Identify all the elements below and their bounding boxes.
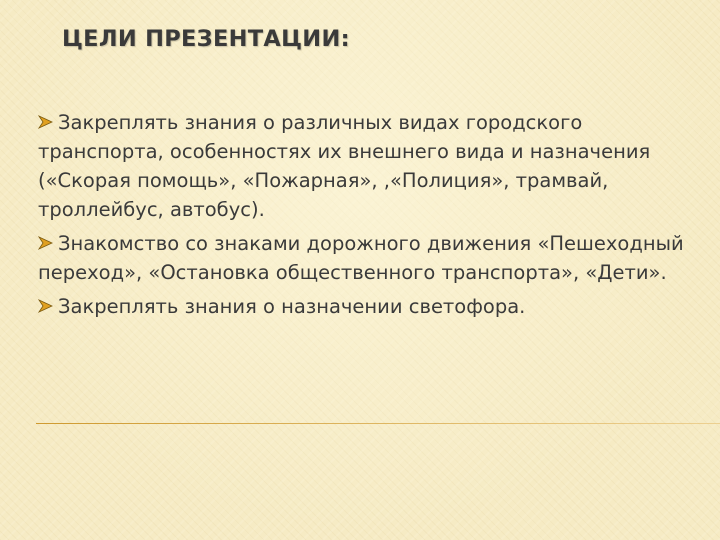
list-item xyxy=(38,108,693,224)
list-item xyxy=(38,292,693,321)
arrow-bullet-icon xyxy=(38,115,58,129)
bullet-text: Закреплять знания о назначении светофора. xyxy=(58,295,526,318)
bullet-text: Знакомство со знаками дорожного движения «Пешеходный переход», «Остановка общественного транспорта», «Дети». xyxy=(38,232,684,284)
accent-divider xyxy=(36,423,720,424)
arrow-bullet-icon xyxy=(38,299,58,313)
slide-title: ЦЕЛИ ПРЕЗЕНТАЦИИ: xyxy=(62,26,350,52)
bullet-text: Закреплять знания о различных видах городского транспорта, особенностях их внешнего вида и назначения («Скорая помощь», «Пожарная», ,«Полиция», трамвай, троллейбус, автобус). xyxy=(38,111,651,221)
bullet-list xyxy=(38,108,693,326)
list-item xyxy=(38,229,693,287)
arrow-bullet-icon xyxy=(38,236,58,250)
